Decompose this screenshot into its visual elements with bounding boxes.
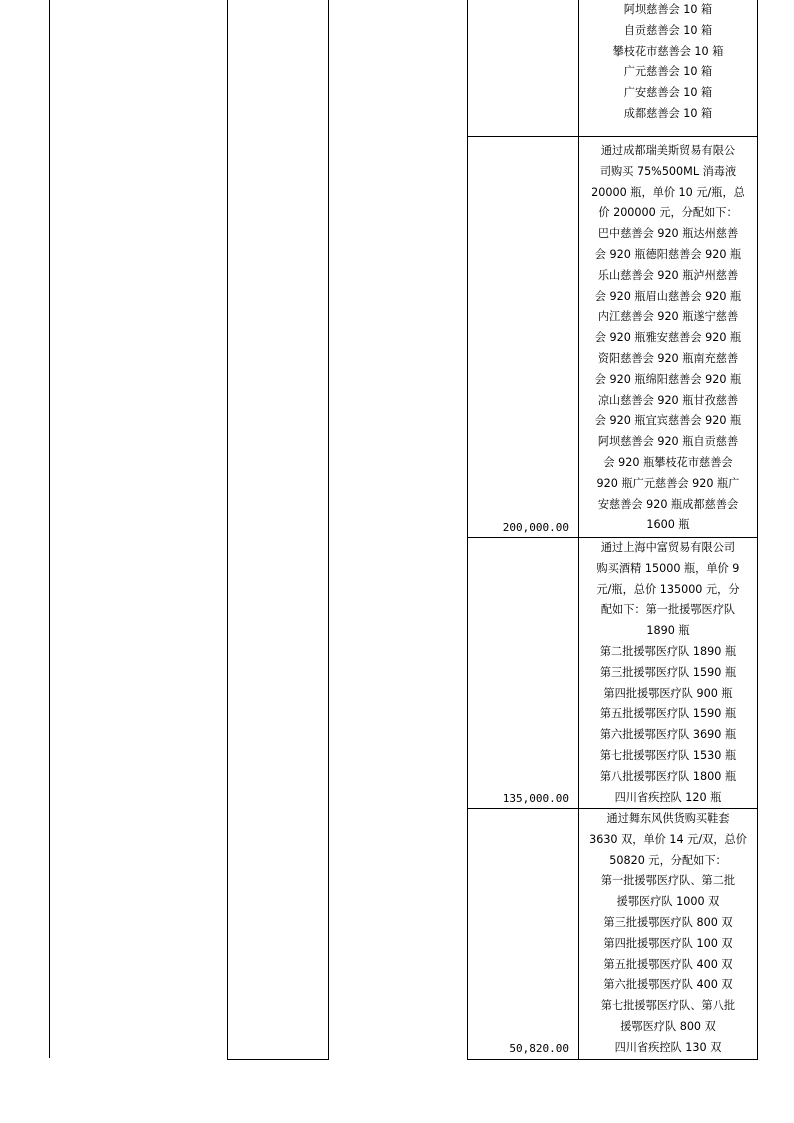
description-line: 价 200000 元，分配如下： xyxy=(598,206,738,220)
row-1-amount: 200,000.00 xyxy=(502,521,569,534)
row-0-description xyxy=(580,0,756,125)
description-line: 广安慈善会 10 箱 xyxy=(623,86,713,100)
description-line: 凉山慈善会 920 瓶甘孜慈善 xyxy=(597,393,739,407)
description-line: 会 920 瓶宜宾慈善会 920 瓶 xyxy=(594,414,742,428)
description-line: 通过成都瑞美斯贸易有限公 xyxy=(600,144,736,157)
description-line: 援鄂医疗队 1000 双 xyxy=(616,895,720,909)
description-line: 阿坝慈善会 920 瓶自贡慈善 xyxy=(597,435,739,449)
description-line: 会 920 瓶攀枝花市慈善会 xyxy=(603,455,733,469)
description-line: 第二批援鄂医疗队 1890 瓶 xyxy=(599,644,737,658)
description-line: 安慈善会 920 瓶成都慈善会 xyxy=(597,497,739,511)
description-line: 巴中慈善会 920 瓶达州慈善 xyxy=(597,227,739,241)
description-line: 20000 瓶，单价 10 元/瓶，总 xyxy=(591,185,745,199)
column-divider-4 xyxy=(578,0,579,1060)
column-divider-2 xyxy=(328,0,329,1060)
description-line: 第五批援鄂医疗队 1590 瓶 xyxy=(599,707,737,721)
description-line: 成都慈善会 10 箱 xyxy=(623,106,713,120)
row-2-description xyxy=(580,538,756,808)
description-line: 援鄂医疗队 800 双 xyxy=(620,1019,716,1033)
description-line: 1890 瓶 xyxy=(646,624,690,638)
description-line: 四川省疾控队 120 瓶 xyxy=(614,790,722,804)
description-line: 广元慈善会 10 箱 xyxy=(623,65,713,79)
column-divider-1 xyxy=(227,0,228,1060)
description-line: 配如下：第一批援鄂医疗队 xyxy=(600,603,736,617)
column-2-bottom xyxy=(227,1059,329,1060)
description-line: 会 920 瓶眉山慈善会 920 瓶 xyxy=(594,289,742,303)
row-3-description xyxy=(580,809,756,1059)
description-line: 购买酒精 15000 瓶，单价 9 xyxy=(596,561,740,575)
description-line: 第一批援鄂医疗队、第二批 xyxy=(600,874,736,888)
description-line: 资阳慈善会 920 瓶南充慈善 xyxy=(597,351,739,365)
row-divider-1 xyxy=(467,136,758,137)
description-line: 通过舞东风供货购买鞋套 xyxy=(606,812,730,825)
column-4-6-bottom xyxy=(467,1059,758,1060)
description-line: 第四批援鄂医疗队 100 双 xyxy=(603,936,733,950)
description-line: 50820 元，分配如下： xyxy=(609,853,727,867)
description-line: 第五批援鄂医疗队 400 双 xyxy=(603,957,733,971)
description-line: 通过上海中富贸易有限公司 xyxy=(600,541,736,554)
row-3-amount: 50,820.00 xyxy=(509,1042,569,1055)
description-line: 攀枝花市慈善会 10 箱 xyxy=(612,44,724,58)
description-line: 第六批援鄂医疗队 3690 瓶 xyxy=(599,728,737,742)
description-line: 3630 双，单价 14 元/双，总价 xyxy=(589,832,747,846)
description-line: 会 920 瓶德阳慈善会 920 瓶 xyxy=(594,247,742,261)
row-2-amount: 135,000.00 xyxy=(502,792,569,805)
description-line: 阿坝慈善会 10 箱 xyxy=(623,3,713,16)
description-line: 第六批援鄂医疗队 400 双 xyxy=(603,978,733,992)
description-line: 第三批援鄂医疗队 800 双 xyxy=(603,915,733,929)
description-line: 第四批援鄂医疗队 900 瓶 xyxy=(603,686,733,700)
description-line: 1600 瓶 xyxy=(646,518,690,532)
description-line: 920 瓶广元慈善会 920 瓶广 xyxy=(596,476,740,490)
description-line: 第八批援鄂医疗队 1800 瓶 xyxy=(599,769,737,783)
column-divider-3 xyxy=(467,0,468,1060)
description-line: 司购买 75%500ML 消毒液 xyxy=(599,164,737,178)
description-line: 会 920 瓶雅安慈善会 920 瓶 xyxy=(594,331,742,345)
table-border-right xyxy=(757,0,758,1060)
description-line: 第三批援鄂医疗队 1590 瓶 xyxy=(599,665,737,679)
description-line: 自贡慈善会 10 箱 xyxy=(623,23,713,37)
description-line: 四川省疾控队 130 双 xyxy=(614,1040,722,1054)
description-line: 内江慈善会 920 瓶遂宁慈善 xyxy=(597,310,739,324)
description-line: 第七批援鄂医疗队、第八批 xyxy=(600,999,736,1013)
description-line: 元/瓶，总价 135000 元，分 xyxy=(596,582,740,596)
description-line: 第七批援鄂医疗队 1530 瓶 xyxy=(599,748,737,762)
table-border-left xyxy=(49,0,50,1058)
description-line: 会 920 瓶绵阳慈善会 920 瓶 xyxy=(594,372,742,386)
description-line: 乐山慈善会 920 瓶泸州慈善 xyxy=(597,268,739,282)
row-1-description xyxy=(580,141,756,536)
